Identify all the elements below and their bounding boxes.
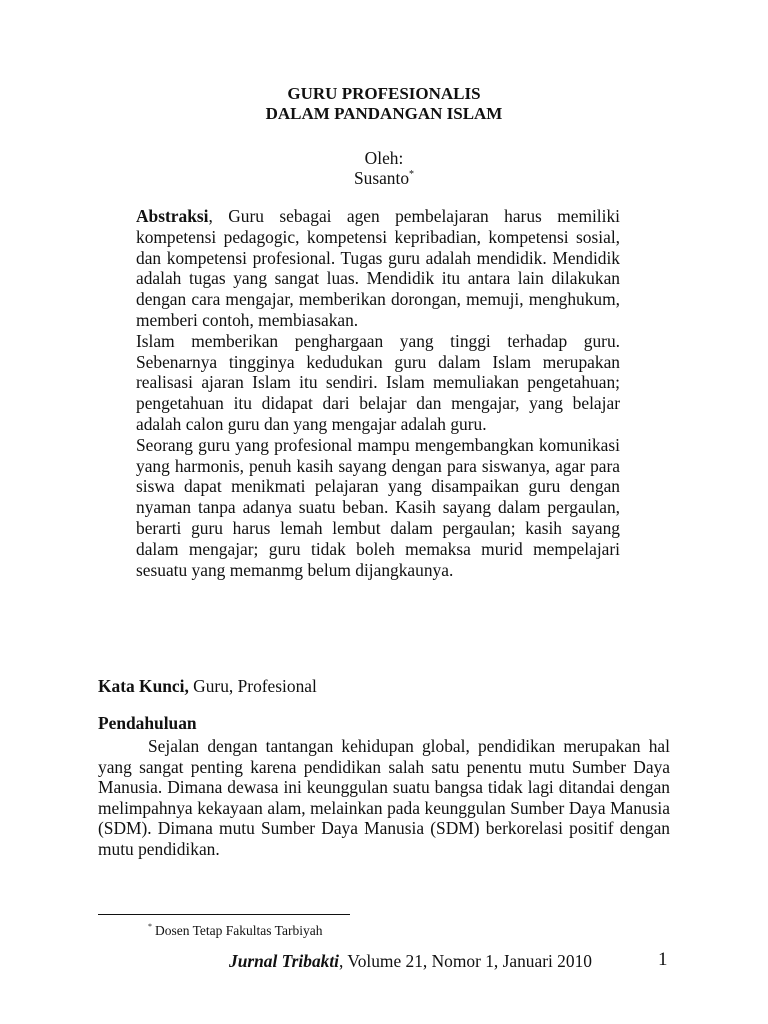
abstract-paragraph-1 bbox=[136, 206, 620, 331]
introduction-paragraph: Sejalan dengan tantangan kehidupan global, pendidikan merupakan hal yang sangat penting karena pendidikan salah satu penentu mutu Sumber Daya Manusia. Dimana dewasa ini keunggulan suatu bangsa tidak lagi ditandai dengan melimpahnya kekayaan alam, melainkan pada keunggulan Sumber Daya Manusia (SDM). Dimana mutu Sumber Daya Manusia (SDM) berkorelasi positif dengan mutu pendidikan. bbox=[98, 736, 670, 859]
abstract-paragraph-3: Seorang guru yang profesional mampu mengembangkan komunikasi yang harmonis, penuh kasih sayang dengan para siswanya, agar para siswa dapat menikmati pelajaran yang disampaikan guru dengan nyaman tanpa adanya suatu beban. Kasih sayang dalam pergaulan, berarti guru harus lemah lembut dalam pergaulan; kasih sayang dalam mengajar; guru tidak boleh memaksa murid mempelajari sesuatu yang memanmg belum dijangkaunya. bbox=[136, 434, 620, 580]
title-line-1: GURU PROFESIONALIS bbox=[287, 84, 481, 103]
abstract-label: Abstraksi bbox=[136, 206, 209, 226]
keywords-value: Guru, Profesional bbox=[188, 676, 317, 696]
footnote-mark: * bbox=[148, 922, 152, 931]
journal-name: Jurnal Tribakti bbox=[229, 951, 340, 971]
keywords-label: Kata Kunci, bbox=[98, 676, 189, 696]
author-line bbox=[0, 168, 768, 188]
abstract-paragraph-1-text: , Guru sebagai agen pembelajaran harus memiliki kompetensi pedagogic, kompetensi kepribadian, kompetensi sosial, dan kompetensi profesional. Tugas guru adalah mendidik. Mendidik adalah tugas yang sangat luas. Mendidik itu antara lain dilakukan dengan cara mengajar, memberikan dorongan, memuji, menghukum, memberi contoh, membiasakan. bbox=[136, 206, 620, 330]
section-heading-pendahuluan: Pendahuluan bbox=[98, 713, 197, 733]
keywords-line bbox=[98, 676, 317, 696]
journal-details: , Volume 21, Nomor 1, Januari 2010 bbox=[339, 951, 592, 971]
footnote-separator bbox=[98, 914, 350, 915]
title-line-2: DALAM PANDANGAN ISLAM bbox=[265, 104, 503, 123]
journal-footer bbox=[229, 951, 592, 971]
abstract bbox=[136, 206, 620, 580]
footnote-text: Dosen Tetap Fakultas Tarbiyah bbox=[155, 923, 323, 938]
author-name: Susanto bbox=[353, 168, 410, 188]
author-by-label: Oleh: bbox=[364, 148, 404, 168]
footnote bbox=[148, 923, 322, 939]
page-number: 1 bbox=[658, 949, 668, 970]
abstract-paragraph-2: Islam memberikan penghargaan yang tinggi terhadap guru. Sebenarnya tingginya kedudukan guru dalam Islam merupakan realisasi ajaran Islam itu sendiri. Islam memuliakan pengetahuan; pengetahuan itu didapat dari belajar dan mengajar, yang belajar adalah calon guru dan yang mengajar adalah guru. bbox=[136, 330, 620, 434]
author-footnote-mark: * bbox=[409, 169, 415, 180]
